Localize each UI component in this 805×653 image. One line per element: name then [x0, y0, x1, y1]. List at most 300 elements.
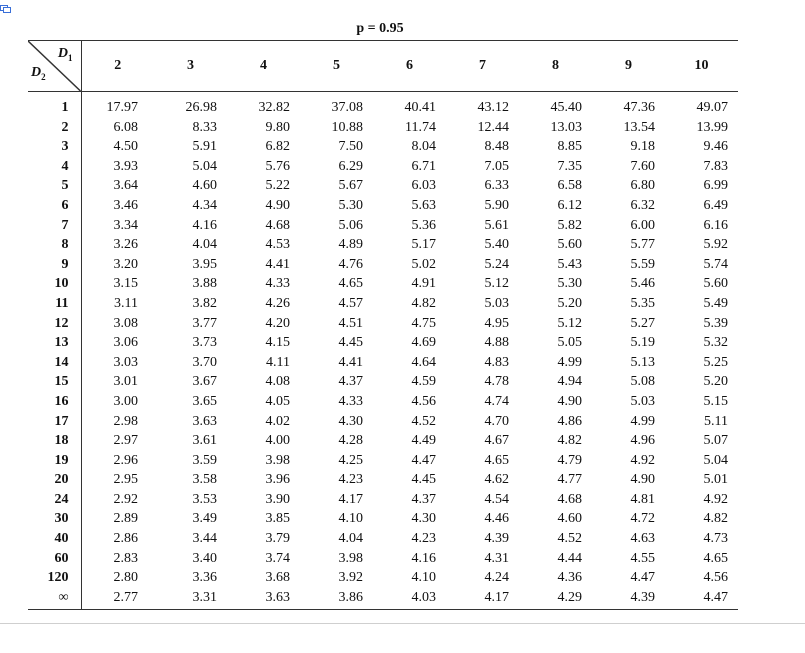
row-label: 7: [28, 216, 81, 236]
table-cell: 4.55: [630, 550, 655, 566]
table-cell: 3.08: [113, 315, 138, 331]
table-cell: 3.61: [192, 433, 217, 449]
table-cell: 7.35: [557, 158, 582, 174]
table-cell: 3.88: [192, 276, 217, 292]
table-cell: 4.37: [338, 374, 363, 390]
table-cell: 6.29: [338, 158, 363, 174]
table-cell: 4.03: [373, 588, 446, 610]
table-cell: 3.86: [300, 588, 373, 610]
table-cell: 3.49: [192, 511, 217, 527]
table-cell: 8.04: [411, 139, 436, 155]
table-cell: 5.20: [557, 295, 582, 311]
table-cell: 4.49: [411, 433, 436, 449]
table-cell: 5.30: [557, 276, 582, 292]
table-cell: 4.75: [411, 315, 436, 331]
table-cell: 5.35: [630, 295, 655, 311]
row-label: 18: [28, 431, 81, 451]
table-cell: 5.03: [484, 295, 509, 311]
table-cell: 5.46: [630, 276, 655, 292]
table-cell: 8.85: [557, 139, 582, 155]
table-row: [28, 216, 738, 236]
table-cell: 4.92: [630, 452, 655, 468]
table-cell: 4.76: [338, 256, 363, 272]
column-header: 9: [592, 41, 665, 92]
table-cell: 6.80: [630, 178, 655, 194]
table-cell: 5.11: [704, 413, 728, 429]
row-label: 13: [28, 333, 81, 353]
table-cell: 3.82: [192, 295, 217, 311]
table-cell: 4.23: [411, 531, 436, 547]
table-cell: 4.45: [338, 335, 363, 351]
table-cell: 4.20: [265, 315, 290, 331]
table-cell: 4.24: [484, 570, 509, 586]
table-cell: 4.81: [630, 491, 655, 507]
table-row: [28, 333, 738, 353]
table-cell: 3.58: [192, 472, 217, 488]
table-cell: 26.98: [185, 100, 217, 115]
table-cell: 4.53: [265, 237, 290, 253]
row-label: 2: [28, 118, 81, 138]
table-cell: 4.46: [484, 511, 509, 527]
table-cell: 4.10: [338, 511, 363, 527]
row-label: 16: [28, 392, 81, 412]
table-cell: 45.40: [550, 100, 582, 115]
table-cell: 5.25: [703, 354, 728, 370]
table-row: [28, 255, 738, 275]
table-cell: 2.80: [113, 570, 138, 586]
table-cell: 4.41: [265, 256, 290, 272]
table-cell: 6.99: [703, 178, 728, 194]
table-row: [28, 588, 738, 610]
table-cell: 4.57: [338, 295, 363, 311]
table-cell: 6.82: [265, 139, 290, 155]
table-cell: 7.60: [630, 158, 655, 174]
table-row: [28, 353, 738, 373]
table-cell: 4.64: [411, 354, 436, 370]
header-row: [28, 41, 738, 92]
table-cell: 10.88: [331, 119, 363, 135]
row-label: 14: [28, 353, 81, 373]
table-cell: 5.63: [411, 197, 436, 213]
table-cell: 3.96: [265, 472, 290, 488]
table-cell: 7.83: [703, 158, 728, 174]
corner-cell: [28, 41, 81, 92]
table-cell: 2.86: [113, 531, 138, 547]
table-row: [28, 509, 738, 529]
row-label: 8: [28, 235, 81, 255]
table-row: [28, 176, 738, 196]
table-cell: 4.36: [557, 570, 582, 586]
row-label: 15: [28, 372, 81, 392]
table-cell: 13.99: [696, 119, 728, 135]
table-cell: 2.83: [113, 550, 138, 566]
table-cell: 4.60: [557, 511, 582, 527]
table-cell: 4.31: [484, 550, 509, 566]
row-label: 5: [28, 176, 81, 196]
table-cell: 4.74: [484, 393, 509, 409]
table-cell: 4.47: [630, 570, 655, 586]
table-cell: 4.77: [557, 472, 582, 488]
row-label: ∞: [28, 588, 81, 610]
table-cell: 3.11: [114, 295, 138, 311]
row-label: 4: [28, 157, 81, 177]
table-cell: 4.16: [411, 550, 436, 566]
table-cell: 4.10: [411, 570, 436, 586]
table-cell: 4.44: [557, 550, 582, 566]
table-cell: 47.36: [623, 100, 655, 115]
table-cell: 3.06: [113, 335, 138, 351]
row-label: 24: [28, 490, 81, 510]
table-cell: 4.99: [557, 354, 582, 370]
table-row: [28, 137, 738, 157]
row-label: 17: [28, 412, 81, 432]
table-cell: 7.50: [338, 139, 363, 155]
table-cell: 2.95: [113, 472, 138, 488]
table-cell: 4.82: [557, 433, 582, 449]
column-header: 7: [446, 41, 519, 92]
table-cell: 37.08: [331, 100, 363, 115]
table-cell: 4.91: [411, 276, 436, 292]
table-cell: 6.49: [703, 197, 728, 213]
table-cell: 5.92: [703, 237, 728, 253]
table-cell: 3.92: [338, 570, 363, 586]
table-cell: 3.03: [113, 354, 138, 370]
column-header: 5: [300, 41, 373, 92]
table-cell: 3.15: [113, 276, 138, 292]
table-cell: 5.22: [265, 178, 290, 194]
row-label: 20: [28, 470, 81, 490]
table-cell: 4.68: [265, 217, 290, 233]
table-cell: 3.98: [265, 452, 290, 468]
column-header: 2: [81, 41, 154, 92]
table-cell: 4.69: [411, 335, 436, 351]
table-cell: 5.76: [265, 158, 290, 174]
table-cell: 5.91: [192, 139, 217, 155]
window-restore-icon[interactable]: [0, 0, 11, 8]
table-cell: 3.93: [113, 158, 138, 174]
table-row: [28, 196, 738, 216]
column-header: 8: [519, 41, 592, 92]
table-cell: 3.63: [227, 588, 300, 610]
table-cell: 3.44: [192, 531, 217, 547]
table-cell: 4.70: [484, 413, 509, 429]
table-cell: 4.33: [338, 393, 363, 409]
row-label: 10: [28, 274, 81, 294]
table-cell: 4.67: [484, 433, 509, 449]
table-cell: 5.60: [703, 276, 728, 292]
table-cell: 3.90: [265, 491, 290, 507]
table-cell: 4.65: [703, 550, 728, 566]
table-cell: 5.49: [703, 295, 728, 311]
table-cell: 6.58: [557, 178, 582, 194]
table-cell: 3.73: [192, 335, 217, 351]
row-label: 120: [28, 568, 81, 588]
d1-label: $D_1$: [57, 46, 73, 63]
table-row: [28, 412, 738, 432]
table-cell: 32.82: [258, 100, 290, 115]
row-label: 19: [28, 451, 81, 471]
table-row: [28, 431, 738, 451]
table-row: [28, 392, 738, 412]
table-cell: 3.00: [113, 393, 138, 409]
table-cell: 5.02: [411, 256, 436, 272]
table-cell: 9.80: [265, 119, 290, 135]
table-cell: 4.05: [265, 393, 290, 409]
table-row: [28, 549, 738, 569]
table-cell: 4.78: [484, 374, 509, 390]
row-label: 9: [28, 255, 81, 275]
table-cell: 5.05: [557, 335, 582, 351]
table-row: [28, 118, 738, 138]
table-cell: 4.25: [338, 452, 363, 468]
table-cell: 40.41: [404, 100, 436, 115]
table-row: [28, 274, 738, 294]
table-cell: 3.53: [192, 491, 217, 507]
table-cell: 13.54: [623, 119, 655, 135]
table-cell: 2.97: [113, 433, 138, 449]
table-cell: 3.64: [113, 178, 138, 194]
table-cell: 5.04: [703, 452, 728, 468]
row-label: 30: [28, 509, 81, 529]
table-cell: 3.77: [192, 315, 217, 331]
table-cell: 5.39: [703, 315, 728, 331]
table-row: [28, 294, 738, 314]
table-cell: 3.65: [192, 393, 217, 409]
table-cell: 4.94: [557, 374, 582, 390]
table-cell: 5.04: [192, 158, 217, 174]
table-cell: 4.17: [446, 588, 519, 610]
table-cell: 4.00: [265, 433, 290, 449]
table-cell: 4.33: [265, 276, 290, 292]
table-cell: 4.63: [630, 531, 655, 547]
table-cell: 5.19: [630, 335, 655, 351]
table-cell: 6.03: [411, 178, 436, 194]
row-label: 6: [28, 196, 81, 216]
table-cell: 5.90: [484, 197, 509, 213]
table-cell: 4.34: [192, 197, 217, 213]
table-cell: 4.72: [630, 511, 655, 527]
table-cell: 4.23: [338, 472, 363, 488]
table-cell: 4.39: [484, 531, 509, 547]
table-cell: 2.89: [113, 511, 138, 527]
table-row: [28, 235, 738, 255]
table-cell: 5.30: [338, 197, 363, 213]
table-cell: 2.96: [113, 452, 138, 468]
table-cell: 5.67: [338, 178, 363, 194]
table-cell: 5.07: [703, 433, 728, 449]
table-cell: 4.79: [557, 452, 582, 468]
table-cell: 3.98: [338, 550, 363, 566]
table-cell: 4.99: [630, 413, 655, 429]
table-row: [28, 529, 738, 549]
table-cell: 17.97: [106, 100, 138, 115]
row-label: 60: [28, 549, 81, 569]
table-cell: 3.20: [113, 256, 138, 272]
row-label: 11: [28, 294, 81, 314]
table-cell: 5.20: [703, 374, 728, 390]
table-row: [28, 372, 738, 392]
table-cell: 5.40: [484, 237, 509, 253]
table-cell: 6.71: [411, 158, 436, 174]
table-cell: 3.74: [265, 550, 290, 566]
page-divider: [0, 623, 805, 624]
column-header: 10: [665, 41, 738, 92]
table-cell: 3.36: [192, 570, 217, 586]
table-cell: 4.17: [338, 491, 363, 507]
table-cell: 5.59: [630, 256, 655, 272]
table-cell: 4.86: [557, 413, 582, 429]
table-cell: 4.90: [630, 472, 655, 488]
table-cell: 4.45: [411, 472, 436, 488]
table-cell: 3.79: [265, 531, 290, 547]
table-cell: 4.60: [192, 178, 217, 194]
table-cell: 9.18: [630, 139, 655, 155]
table-cell: 4.11: [266, 354, 290, 370]
table-cell: 9.46: [703, 139, 728, 155]
table-cell: 4.47: [411, 452, 436, 468]
table-cell: 5.13: [630, 354, 655, 370]
table-cell: 4.04: [338, 531, 363, 547]
table-cell: 4.04: [192, 237, 217, 253]
table-cell: 5.17: [411, 237, 436, 253]
table-cell: 4.96: [630, 433, 655, 449]
table-cell: 4.52: [411, 413, 436, 429]
table-cell: 7.05: [484, 158, 509, 174]
table-cell: 4.82: [703, 511, 728, 527]
row-label: 1: [28, 92, 81, 118]
column-header: 3: [154, 41, 227, 92]
table-cell: 5.61: [484, 217, 509, 233]
table-cell: 5.27: [630, 315, 655, 331]
table-cell: 4.28: [338, 433, 363, 449]
table-cell: 5.12: [557, 315, 582, 331]
table-cell: 4.95: [484, 315, 509, 331]
table-cell: 5.03: [630, 393, 655, 409]
table-cell: 6.08: [113, 119, 138, 135]
table-cell: 4.65: [338, 276, 363, 292]
table-cell: 4.90: [557, 393, 582, 409]
table-cell: 3.40: [192, 550, 217, 566]
table-cell: 4.51: [338, 315, 363, 331]
table-cell: 4.59: [411, 374, 436, 390]
table-cell: 3.70: [192, 354, 217, 370]
table-row: [28, 490, 738, 510]
table-cell: 2.77: [81, 588, 154, 610]
table-cell: 4.88: [484, 335, 509, 351]
column-header: 6: [373, 41, 446, 92]
table-cell: 5.43: [557, 256, 582, 272]
table-cell: 4.56: [411, 393, 436, 409]
table-cell: 4.83: [484, 354, 509, 370]
table-cell: 4.30: [338, 413, 363, 429]
table-cell: 13.03: [550, 119, 582, 135]
table-cell: 4.50: [113, 139, 138, 155]
table-cell: 2.92: [113, 491, 138, 507]
f-distribution-table: [28, 40, 738, 610]
table-cell: 4.90: [265, 197, 290, 213]
table-row: [28, 451, 738, 471]
table-cell: 4.56: [703, 570, 728, 586]
table-cell: 5.12: [484, 276, 509, 292]
table-cell: 6.00: [630, 217, 655, 233]
table-cell: 4.41: [338, 354, 363, 370]
table-cell: 4.16: [192, 217, 217, 233]
table-cell: 3.85: [265, 511, 290, 527]
table-cell: 4.39: [592, 588, 665, 610]
table-title: p = 0.95: [356, 21, 404, 36]
table-cell: 5.08: [630, 374, 655, 390]
d2-label: $D_2$: [31, 64, 46, 82]
row-label: 40: [28, 529, 81, 549]
table-cell: 6.33: [484, 178, 509, 194]
table-cell: 3.68: [265, 570, 290, 586]
table-cell: 4.02: [265, 413, 290, 429]
table-cell: 8.48: [484, 139, 509, 155]
table-cell: 4.92: [703, 491, 728, 507]
table-row: [28, 314, 738, 334]
table-cell: 4.73: [703, 531, 728, 547]
table-cell: 4.29: [519, 588, 592, 610]
table-cell: 8.33: [192, 119, 217, 135]
table-cell: 4.82: [411, 295, 436, 311]
table-cell: 5.32: [703, 335, 728, 351]
table-cell: 3.95: [192, 256, 217, 272]
table-cell: 4.65: [484, 452, 509, 468]
table-cell: 3.26: [113, 237, 138, 253]
table-row: [28, 568, 738, 588]
table-cell: 5.82: [557, 217, 582, 233]
table-cell: 5.06: [338, 217, 363, 233]
table-cell: 43.12: [477, 100, 509, 115]
table-cell: 11.74: [405, 119, 436, 135]
table-cell: 4.52: [557, 531, 582, 547]
table-row: [28, 157, 738, 177]
table-cell: 4.30: [411, 511, 436, 527]
table-cell: 4.68: [557, 491, 582, 507]
table-cell: 5.74: [703, 256, 728, 272]
table-cell: 5.77: [630, 237, 655, 253]
table-cell: 5.24: [484, 256, 509, 272]
row-label: 12: [28, 314, 81, 334]
table-cell: 3.34: [113, 217, 138, 233]
table-cell: 4.37: [411, 491, 436, 507]
table-row: [28, 470, 738, 490]
table-cell: 12.44: [477, 119, 509, 135]
column-header: 4: [227, 41, 300, 92]
table-cell: 5.01: [703, 472, 728, 488]
row-label: 3: [28, 137, 81, 157]
table-cell: 5.15: [703, 393, 728, 409]
table-cell: 5.36: [411, 217, 436, 233]
table-cell: 6.32: [630, 197, 655, 213]
table-cell: 4.47: [665, 588, 738, 610]
table-cell: 2.98: [113, 413, 138, 429]
table-cell: 3.67: [192, 374, 217, 390]
table-cell: 3.63: [192, 413, 217, 429]
table-cell: 3.59: [192, 452, 217, 468]
table-cell: 49.07: [696, 100, 728, 115]
table-cell: 4.54: [484, 491, 509, 507]
table-cell: 4.89: [338, 237, 363, 253]
table-row: [28, 92, 738, 118]
table-cell: 3.46: [113, 197, 138, 213]
table-cell: 4.26: [265, 295, 290, 311]
table-cell: 3.01: [113, 374, 138, 390]
table-cell: 5.60: [557, 237, 582, 253]
table-cell: 4.15: [265, 335, 290, 351]
table-cell: 4.08: [265, 374, 290, 390]
table-cell: 6.16: [703, 217, 728, 233]
